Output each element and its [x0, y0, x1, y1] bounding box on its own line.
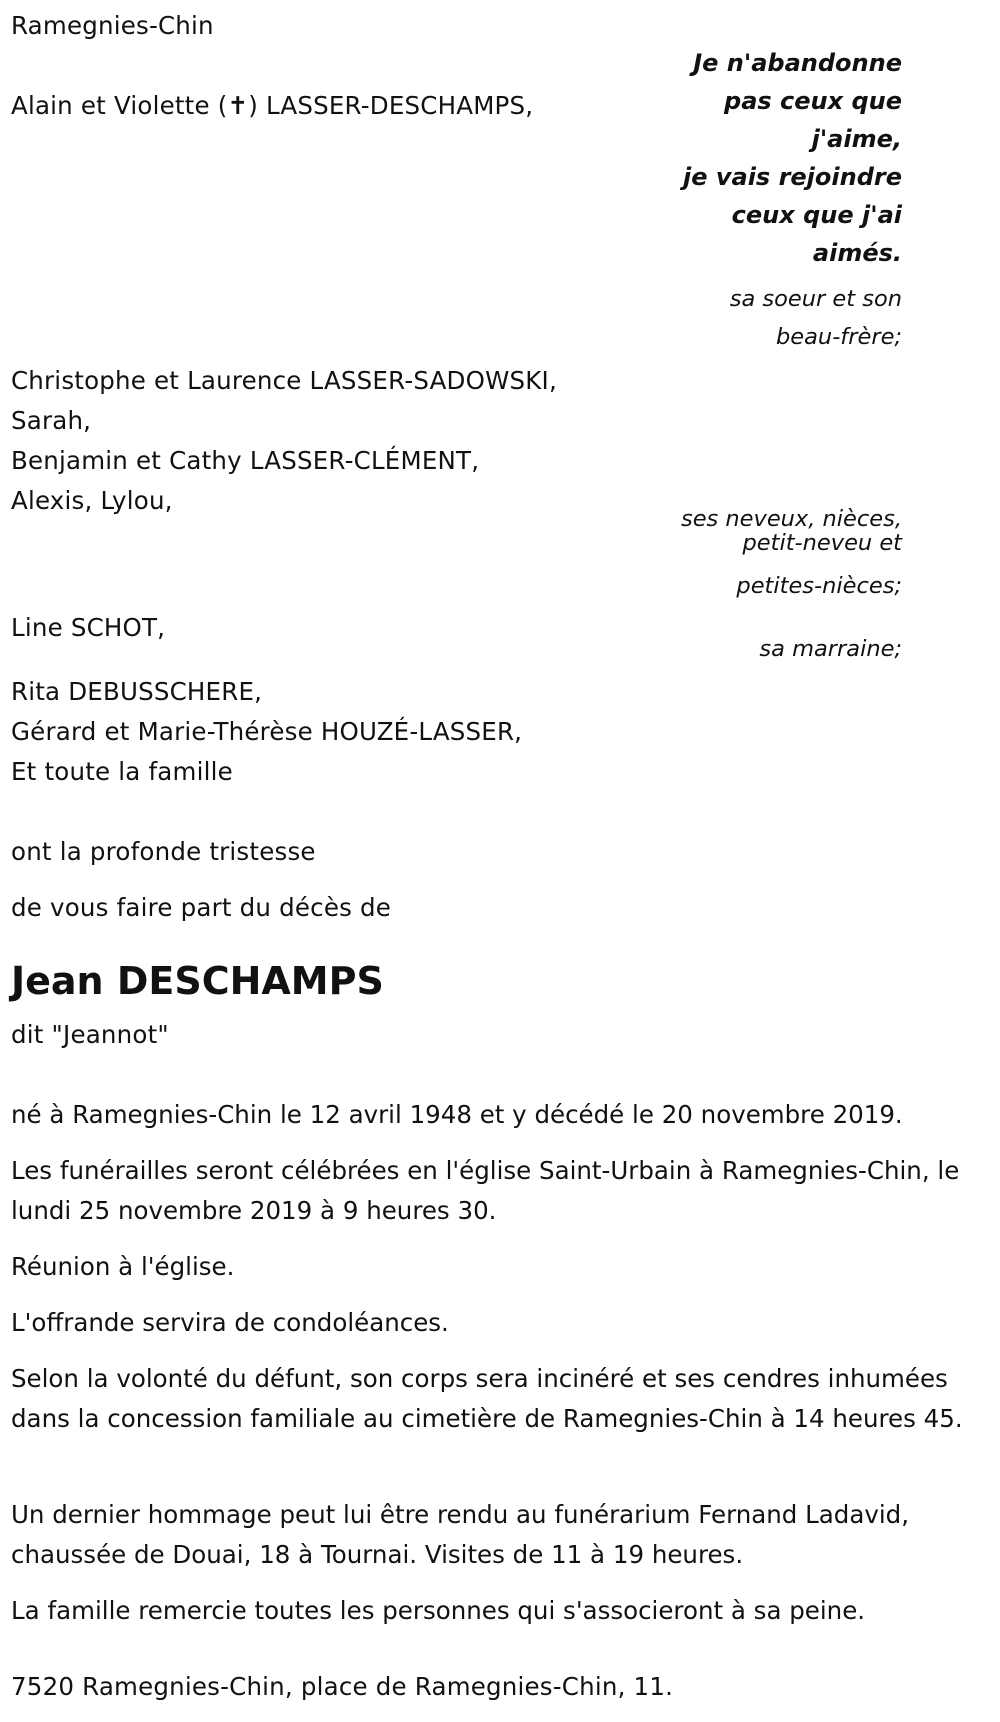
nephews-role-line1: ses neveux, nièces,	[680, 506, 902, 532]
announcement-line2: de vous faire part du décès de	[11, 893, 392, 922]
funeral-info: Les funérailles seront célébrées en l'église Saint-Urbain à Ramegnies-Chin, le lundi 25 novembre 2019 à 9 heures 30.	[11, 1156, 960, 1225]
poem-line: aimés.	[812, 239, 902, 267]
deceased-name: Jean DESCHAMPS	[11, 959, 384, 1003]
other-relative-2: Gérard et Marie-Thérèse HOUZÉ-LASSER,	[11, 717, 523, 746]
godmother: Line SCHOT,	[11, 613, 166, 642]
thanks-info: La famille remercie toutes les personnes qui s'associeront à sa peine.	[11, 1596, 866, 1625]
cremation-info: Selon la volonté du défunt, son corps sera incinéré et ses cendres inhumées dans la concession familiale au cimetière de Ramegnies-Chin à 14 heures 45.	[11, 1364, 963, 1433]
poem-line: ceux que j'ai	[731, 201, 902, 229]
deceased-nickname: dit "Jeannot"	[11, 1020, 169, 1049]
nephew-2-children: Alexis, Lylou,	[11, 486, 173, 515]
nephew-1: Christophe et Laurence LASSER-SADOWSKI,	[11, 366, 557, 395]
whole-family: Et toute la famille	[11, 757, 233, 786]
address: 7520 Ramegnies-Chin, place de Ramegnies-Chin, 11.	[11, 1672, 674, 1701]
birth-death: né à Ramegnies-Chin le 12 avril 1948 et y décédé le 20 novembre 2019.	[11, 1100, 903, 1129]
poem-line: j'aime,	[811, 125, 902, 153]
nephews-role-line2: petit-neveu et	[742, 530, 902, 556]
sister-role-line2: beau-frère;	[776, 324, 902, 350]
nephews-role-line3: petites-nièces;	[736, 573, 902, 599]
other-relative-1: Rita DEBUSSCHERE,	[11, 677, 263, 706]
poem-line: je vais rejoindre	[683, 163, 902, 191]
poem	[683, 44, 902, 272]
sister-names: Alain et Violette (✝) LASSER-DESCHAMPS,	[11, 91, 534, 120]
meeting-info: Réunion à l'église.	[11, 1252, 235, 1281]
announcement-line1: ont la profonde tristesse	[11, 837, 316, 866]
homage-info: Un dernier hommage peut lui être rendu au funérarium Fernand Ladavid, chaussée de Douai, 18 à Tournai. Visites de 11 à 19 heures.	[11, 1500, 909, 1569]
poem-line: pas ceux que	[724, 87, 902, 115]
sister-role-line1: sa soeur et son	[729, 286, 902, 312]
nephew-1-child: Sarah,	[11, 406, 92, 435]
godmother-role: sa marraine;	[759, 636, 902, 662]
nephew-2: Benjamin et Cathy LASSER-CLÉMENT,	[11, 446, 480, 475]
poem-line: Je n'abandonne	[693, 49, 902, 77]
offering-info: L'offrande servira de condoléances.	[11, 1308, 449, 1337]
header-place: Ramegnies-Chin	[11, 11, 214, 40]
